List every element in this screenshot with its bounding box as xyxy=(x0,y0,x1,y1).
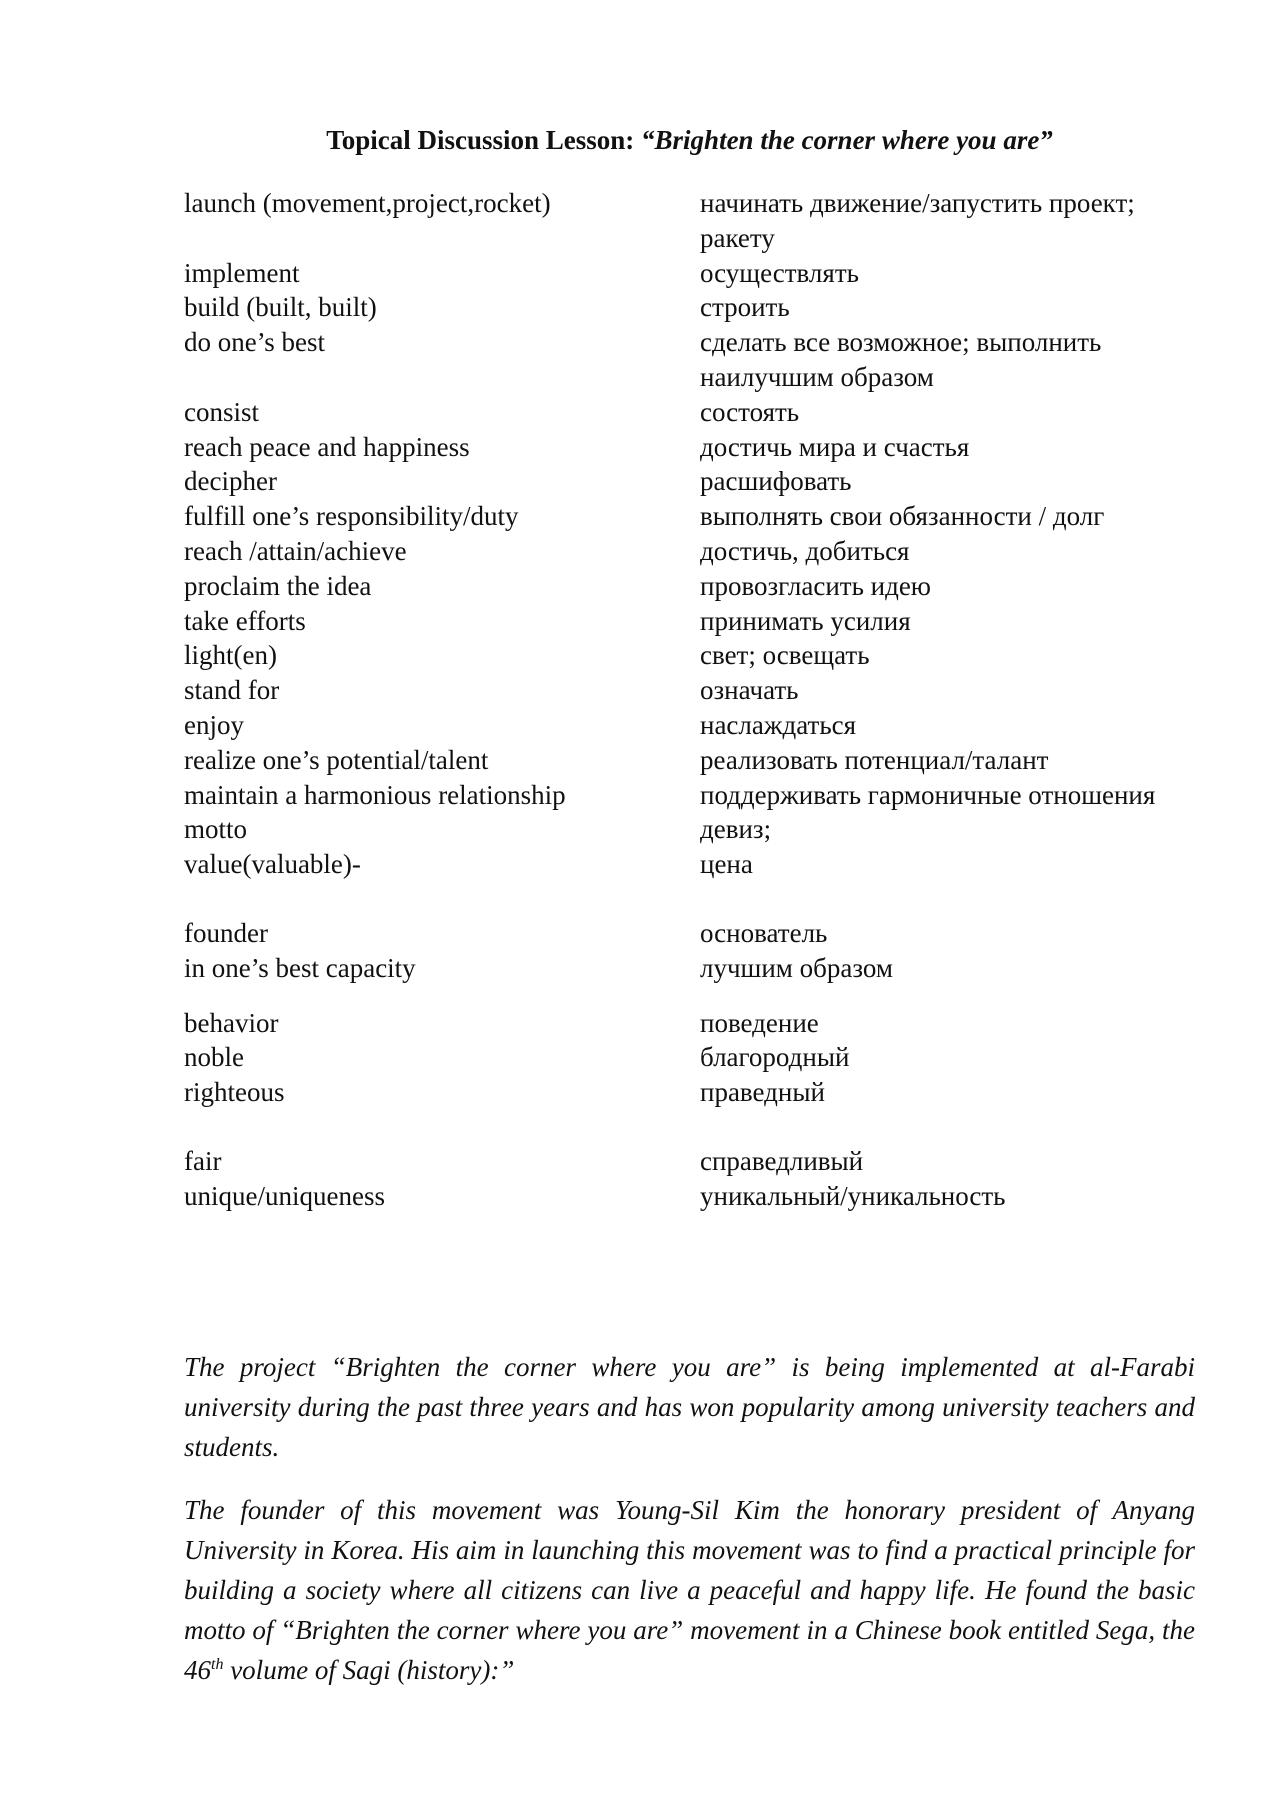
vocab-russian: расшифовать xyxy=(700,466,852,497)
page-title xyxy=(184,123,1195,157)
vocab-russian: реализовать потенциал/талант xyxy=(700,744,1049,775)
vocab-russian: означать xyxy=(700,675,799,706)
vocab-row xyxy=(184,464,1195,499)
founder-paragraph-tail: volume of Sagi (history):” xyxy=(223,1655,515,1685)
vocab-russian: осуществлять xyxy=(700,257,859,288)
vocab-russian: лучшим образом xyxy=(700,952,893,983)
vocab-russian: справедливый xyxy=(700,1145,864,1176)
vocab-english: noble xyxy=(184,1042,244,1073)
vocab-russian: начинать движение/запустить проект; ракету xyxy=(700,188,1135,253)
vocab-english: behavior xyxy=(184,1007,279,1038)
vocab-english: take efforts xyxy=(184,605,306,636)
vocab-row xyxy=(184,1179,1195,1214)
vocab-english: fulfill one’s responsibility/duty xyxy=(184,501,519,532)
vocab-russian: провозгласить идею xyxy=(700,570,931,601)
vocab-row xyxy=(184,534,1195,569)
vocab-english: decipher xyxy=(184,466,277,497)
vocab-row xyxy=(184,638,1195,673)
vocab-english: in one’s best capacity xyxy=(184,952,416,983)
title-italic: “Brighten the corner where you are” xyxy=(641,125,1053,155)
intro-paragraph: The project “Brighten the corner where you are” is being implemented at al-Farabi university during the past three years and has won popularity among university teachers and students. xyxy=(184,1352,1195,1462)
vocab-russian: девиз; xyxy=(700,814,772,845)
vocab-english: righteous xyxy=(184,1077,285,1108)
vocab-row xyxy=(184,395,1195,430)
vocab-english: motto xyxy=(184,814,248,845)
vocab-row xyxy=(184,499,1195,534)
vocab-russian: достичь, добиться xyxy=(700,535,910,566)
founder-paragraph xyxy=(184,1490,1195,1690)
vocab-row xyxy=(184,256,1195,291)
vocab-row xyxy=(184,673,1195,708)
vocab-row xyxy=(184,847,1195,882)
vocab-row xyxy=(184,708,1195,743)
vocab-russian: поддерживать гармоничные отношения xyxy=(700,779,1156,810)
vocab-russian: принимать усилия xyxy=(700,605,911,636)
vocab-english: founder xyxy=(184,917,268,948)
vocab-english: do one’s best xyxy=(184,327,325,358)
vocab-english: enjoy xyxy=(184,709,244,740)
vocab-russian: уникальный/уникальность xyxy=(700,1180,1006,1211)
vocab-russian: выполнять свои обязанности / долг xyxy=(700,501,1105,532)
vocab-row xyxy=(184,604,1195,639)
vocab-row xyxy=(184,290,1195,325)
vocab-russian: благородный xyxy=(700,1042,850,1073)
vocab-row xyxy=(184,951,1195,986)
vocab-russian: состоять xyxy=(700,396,800,427)
vocab-row xyxy=(184,1040,1195,1075)
vocab-english: reach /attain/achieve xyxy=(184,535,407,566)
vocab-english: consist xyxy=(184,396,260,427)
vocab-russian: праведный xyxy=(700,1077,825,1108)
vocab-english: launch (movement,project,rocket) xyxy=(184,188,551,218)
vocab-row xyxy=(184,186,1195,256)
vocab-english: light(en) xyxy=(184,640,277,671)
vocab-english: unique/uniqueness xyxy=(184,1180,385,1211)
vocab-row xyxy=(184,743,1195,778)
vocab-row xyxy=(184,325,1195,395)
vocab-row xyxy=(184,1075,1195,1110)
vocab-row xyxy=(184,430,1195,465)
vocab-row xyxy=(184,778,1195,813)
vocab-english: realize one’s potential/talent xyxy=(184,744,489,775)
vocab-russian: наслаждаться xyxy=(700,709,857,740)
vocab-row xyxy=(184,812,1195,847)
vocab-english: proclaim the idea xyxy=(184,570,372,601)
vocab-english: maintain a harmonious relationship xyxy=(184,779,566,810)
vocabulary-list xyxy=(184,186,1195,1214)
vocab-row xyxy=(184,569,1195,604)
vocab-russian: строить xyxy=(700,292,790,323)
vocab-russian: достичь мира и счастья xyxy=(700,431,970,462)
vocab-row xyxy=(184,1006,1195,1041)
vocab-english: fair xyxy=(184,1145,222,1176)
vocab-row xyxy=(184,1144,1195,1179)
vocab-english: stand for xyxy=(184,675,280,706)
vocab-russian: свет; освещать xyxy=(700,640,870,671)
vocab-russian: основатель xyxy=(700,917,828,948)
vocab-english: implement xyxy=(184,257,300,288)
ordinal-superscript: th xyxy=(211,1656,224,1673)
vocab-russian: цена xyxy=(700,849,753,880)
vocab-english: build (built, built) xyxy=(184,292,377,323)
vocab-english: reach peace and happiness xyxy=(184,431,470,462)
vocab-russian: поведение xyxy=(700,1007,819,1038)
founder-paragraph-text: The founder of this movement was Young-Sil Kim the honorary president of Anyang University in Korea. His aim in launching this movement was to find a practical principle for building a society where all citizens can live a peaceful and happy life. He found the basic motto of “Brighten the corner where you are” movement in a Chinese book entitled Sega, the 46 xyxy=(184,1495,1195,1685)
vocab-russian: сделать все возможное; выполнить наилучшим образом xyxy=(700,327,1102,392)
vocab-row xyxy=(184,916,1195,951)
title-prefix: Topical Discussion Lesson: xyxy=(326,125,642,155)
vocab-english: value(valuable)- xyxy=(184,849,361,880)
